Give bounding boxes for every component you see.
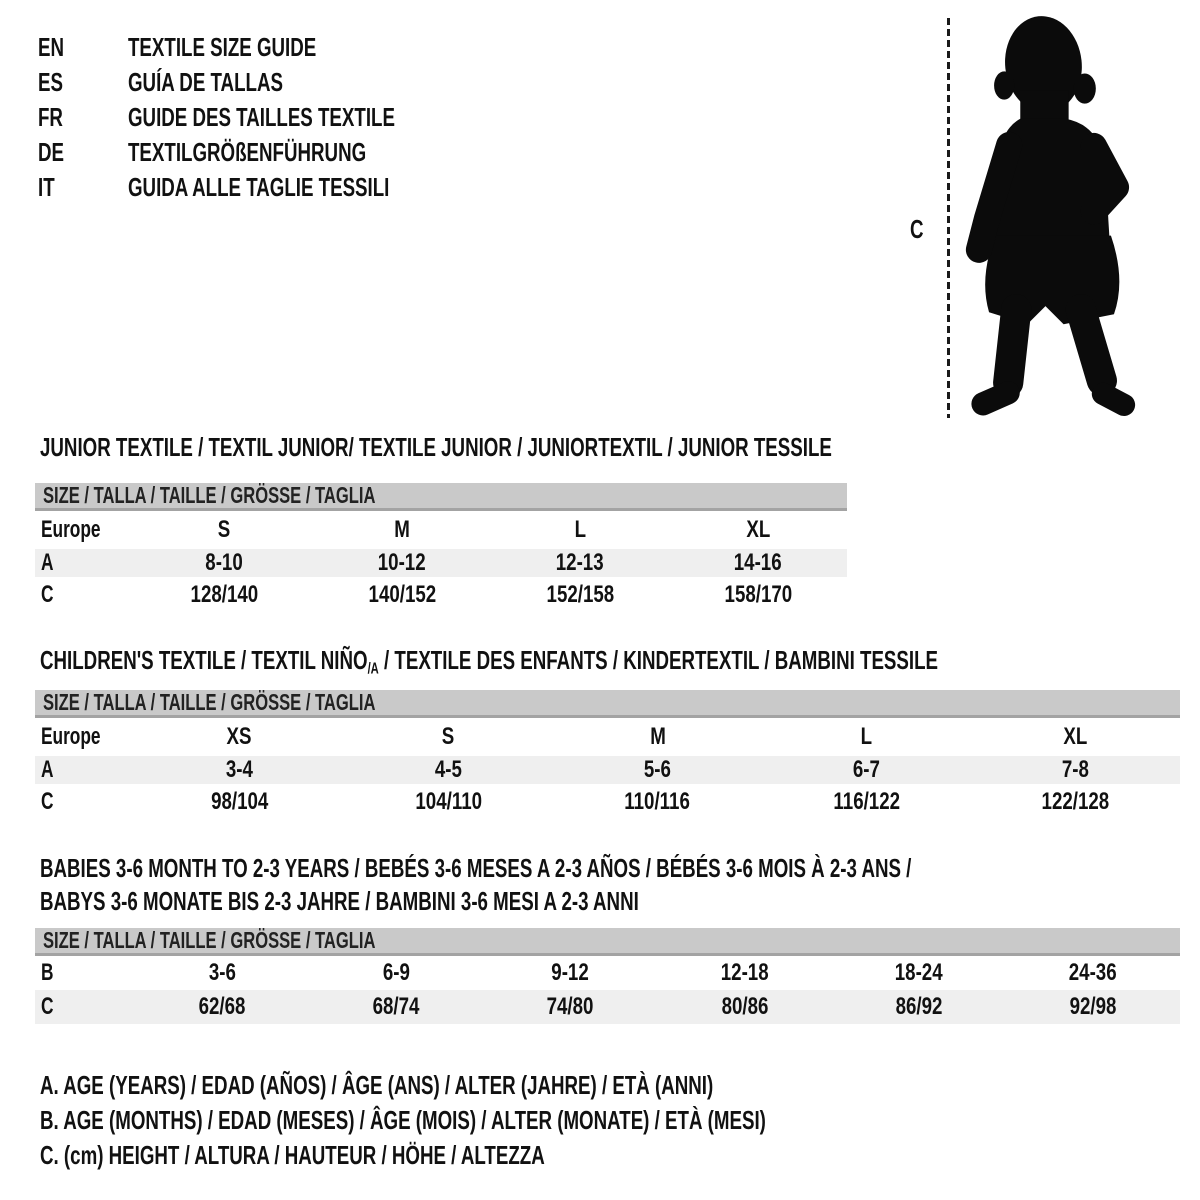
language-row-fr	[38, 100, 499, 135]
height-cell: 92/98	[1069, 993, 1117, 1020]
language-code: DE	[38, 137, 65, 167]
age-cell: 5-6	[643, 756, 672, 783]
height-cell: 62/68	[198, 993, 246, 1020]
months-cell: 18-24	[894, 959, 943, 986]
height-cell: 74/80	[546, 993, 594, 1020]
language-code: IT	[38, 172, 55, 202]
row-label: A	[41, 549, 54, 576]
guide-title-it: GUIDA ALLE TAGLIE TESSILI	[128, 172, 390, 202]
height-cell: 128/140	[190, 581, 258, 608]
months-cell: 24-36	[1068, 959, 1117, 986]
size-cell: M	[394, 516, 410, 543]
toddler-silhouette-image	[962, 12, 1140, 420]
size-cell: L	[860, 723, 873, 750]
months-cell: 3-6	[208, 959, 236, 986]
table-row-age	[35, 549, 847, 577]
babies-section-title-line2: BABYS 3-6 MONATE BIS 2-3 JAHRE / BAMBINI 3-6 MESI A 2-3 ANNI	[40, 886, 639, 916]
children-title-subscript: /A	[367, 660, 379, 678]
age-cell: 8-10	[205, 549, 243, 576]
children-title-main: CHILDREN'S TEXTILE / TEXTIL NIÑO	[40, 645, 368, 675]
size-cell: S	[442, 723, 455, 750]
size-header-bar	[35, 690, 1180, 718]
size-header-bar	[35, 928, 1180, 956]
height-cell: 110/116	[624, 788, 691, 815]
height-cell: 98/104	[210, 788, 269, 815]
size-cell: S	[217, 516, 231, 543]
junior-section-title: JUNIOR TEXTILE / TEXTIL JUNIOR/ TEXTILE JUNIOR / JUNIORTEXTIL / JUNIOR TESSILE	[40, 432, 832, 462]
legend-height-cm: C. (cm) HEIGHT / ALTURA / HAUTEUR / HÖHE / ALTEZZA	[40, 1140, 545, 1170]
age-cell: 3-4	[225, 756, 254, 783]
row-label: C	[41, 788, 54, 815]
height-cell: 140/152	[368, 581, 436, 608]
junior-size-table	[35, 483, 847, 613]
size-header-label: SIZE / TALLA / TAILLE / GRÖSSE / TAGLIA	[43, 689, 376, 715]
height-cell: 158/170	[724, 581, 792, 608]
height-measure-dashed-line	[947, 18, 950, 418]
months-cell: 6-9	[382, 959, 410, 986]
height-cell: 104/110	[415, 788, 482, 815]
age-cell: 14-16	[734, 549, 782, 576]
height-cell: 152/158	[546, 581, 614, 608]
size-cell: XS	[227, 723, 252, 750]
months-cell: 9-12	[551, 959, 590, 986]
height-cell: 86/92	[895, 993, 943, 1020]
age-cell: 7-8	[1061, 756, 1090, 783]
guide-title-es: GUÍA DE TALLAS	[128, 67, 283, 97]
children-title-rest: / TEXTILE DES ENFANTS / KINDERTEXTIL / BAMBINI TESSILE	[384, 645, 939, 675]
legend-age-years: A. AGE (YEARS) / EDAD (AÑOS) / ÂGE (ANS) / ALTER (JAHRE) / ETÀ (ANNI)	[40, 1070, 714, 1100]
height-cell: 80/86	[721, 993, 769, 1020]
language-code: EN	[38, 32, 65, 62]
size-cell: M	[649, 723, 666, 750]
size-cell: XL	[746, 516, 770, 543]
guide-title-de: TEXTILGRÖßENFÜHRUNG	[128, 137, 367, 167]
months-cell: 12-18	[720, 959, 769, 986]
age-cell: 4-5	[434, 756, 463, 783]
row-label: Europe	[41, 723, 101, 750]
size-cell: XL	[1063, 723, 1088, 750]
babies-section-title-line1: BABIES 3-6 MONTH TO 2-3 YEARS / BEBÉS 3-6 MESES A 2-3 AÑOS / BÉBÉS 3-6 MOIS À 2-3 ANS /	[40, 853, 912, 883]
table-row-months	[35, 956, 1180, 990]
guide-title-en: TEXTILE SIZE GUIDE	[128, 32, 317, 62]
height-cell: 68/74	[372, 993, 420, 1020]
table-row-height	[35, 784, 1180, 820]
legend-age-months: B. AGE (MONTHS) / EDAD (MESES) / ÂGE (MOIS) / ALTER (MONATE) / ETÀ (MESI)	[40, 1105, 766, 1135]
children-size-table	[35, 690, 1180, 820]
row-label: Europe	[41, 516, 101, 543]
table-row-height	[35, 990, 1180, 1024]
guide-title-fr: GUIDE DES TAILLES TEXTILE	[128, 102, 395, 132]
measurement-legend	[40, 1068, 1048, 1173]
age-cell: 10-12	[378, 549, 426, 576]
size-header-label: SIZE / TALLA / TAILLE / GRÖSSE / TAGLIA	[43, 927, 376, 953]
table-row-height	[35, 577, 847, 613]
babies-size-table	[35, 928, 1180, 1024]
row-label: C	[41, 581, 54, 608]
age-cell: 6-7	[852, 756, 881, 783]
language-row-it	[38, 170, 499, 205]
table-row-europe	[35, 511, 847, 549]
age-cell: 12-13	[556, 549, 604, 576]
row-label: A	[41, 756, 54, 783]
language-row-de	[38, 135, 499, 170]
height-measure-label: C	[910, 214, 924, 244]
language-row-en	[38, 30, 499, 65]
row-label: C	[41, 993, 54, 1020]
language-row-es	[38, 65, 499, 100]
table-row-age	[35, 756, 1180, 784]
height-cell: 116/122	[833, 788, 900, 815]
children-section-title	[40, 645, 938, 679]
row-label: B	[41, 959, 54, 986]
table-row-europe	[35, 718, 1180, 756]
language-code: ES	[38, 67, 63, 97]
language-code: FR	[38, 102, 63, 132]
size-header-bar	[35, 483, 847, 511]
height-cell: 122/128	[1041, 788, 1110, 815]
language-title-list	[38, 30, 499, 205]
size-cell: L	[574, 516, 586, 543]
size-header-label: SIZE / TALLA / TAILLE / GRÖSSE / TAGLIA	[43, 482, 376, 508]
